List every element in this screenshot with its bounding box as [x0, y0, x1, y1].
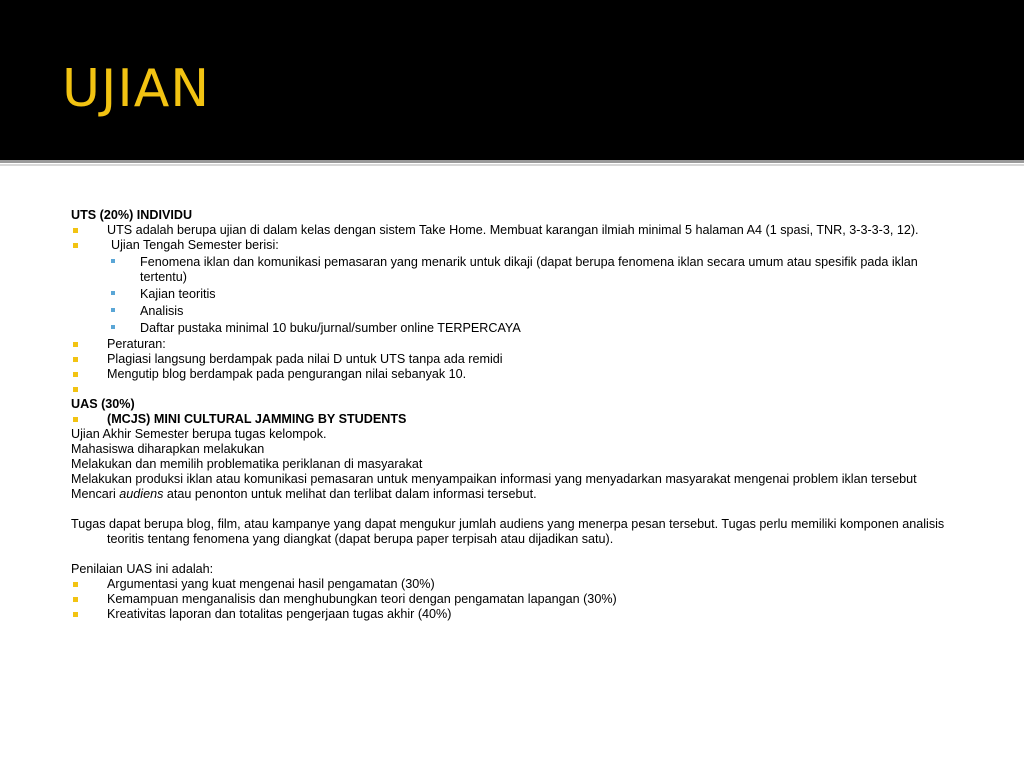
penilaian-heading: Penilaian UAS ini adalah:	[71, 562, 214, 576]
uts-subitem	[71, 321, 966, 336]
uts-subitem-text: Fenomena iklan dan komunikasi pemasaran yang menarik untuk dikaji (dapat berupa fenomena iklan secara umum atau spesifik pada iklan tertentu)	[140, 255, 918, 284]
criteria-text: Kemampuan menganalisis dan menghubungkan teori dengan pengamatan lapangan (30%)	[107, 592, 617, 606]
empty-bullet	[71, 382, 966, 397]
uts-bullet-text: Ujian Tengah Semester berisi:	[111, 238, 279, 252]
uts-rule-text: Mengutip blog berdampak pada pengurangan nilai sebanyak 10.	[107, 367, 467, 381]
uas-line: Ujian Akhir Semester berupa tugas kelompok.	[71, 427, 327, 441]
uas-mencari-line	[71, 487, 966, 502]
uas-heading: UAS (30%)	[71, 397, 135, 411]
square-bullet-icon	[73, 612, 78, 617]
uts-subitem-text: Analisis	[140, 304, 184, 318]
uas-project-title-text: (MCJS) MINI CULTURAL JAMMING BY STUDENTS	[107, 412, 407, 426]
square-bullet-icon	[73, 387, 78, 392]
uts-bullet-1	[71, 223, 966, 238]
uas-tugas-paragraph: Tugas dapat berupa blog, film, atau kampanye yang dapat mengukur jumlah audiens yang menerpa pesan tersebut. Tugas perlu memiliki komponen analisis teoritis tentang fenomena yang diangkat (dapat berupa paper terpisah atau dijadikan satu).	[71, 517, 945, 546]
square-bullet-icon	[73, 228, 78, 233]
square-bullet-icon	[73, 357, 78, 362]
uts-subitem	[71, 255, 966, 285]
criteria-item	[71, 607, 966, 622]
uas-line: Melakukan dan memilih problematika periklanan di masyarakat	[71, 457, 423, 471]
slide-body	[71, 208, 966, 622]
audiens-emphasis: audiens	[119, 487, 164, 501]
square-bullet-icon	[73, 597, 78, 602]
uts-rule-item	[71, 337, 966, 352]
square-bullet-icon	[73, 372, 78, 377]
square-bullet-icon	[73, 243, 78, 248]
uts-subitem	[71, 287, 966, 302]
criteria-text: Argumentasi yang kuat mengenai hasil pengamatan (30%)	[107, 577, 435, 591]
square-bullet-icon	[73, 417, 78, 422]
uts-subitem-text: Kajian teoritis	[140, 287, 216, 301]
uts-rule-text: Plagiasi langsung berdampak pada nilai D untuk UTS tanpa ada remidi	[107, 352, 503, 366]
mencari-rest: atau penonton untuk melihat dan terlibat dalam informasi tersebut.	[166, 487, 537, 501]
criteria-item	[71, 577, 966, 592]
criteria-item	[71, 592, 966, 607]
slide-title: UJIAN	[62, 59, 211, 119]
small-square-bullet-icon	[111, 291, 115, 295]
uts-subitem	[71, 304, 966, 319]
uas-line: Melakukan produksi iklan atau komunikasi pemasaran untuk menyampaikan informasi yang menyadarkan masyarakat mengenai problem iklan tersebut	[71, 472, 917, 486]
square-bullet-icon	[73, 342, 78, 347]
mencari-text: Mencari	[71, 487, 116, 501]
uts-rule-item	[71, 352, 966, 367]
header-divider	[0, 160, 1024, 163]
uts-rule-text: Peraturan:	[107, 337, 166, 351]
uts-subitem-text: Daftar pustaka minimal 10 buku/jurnal/sumber online TERPERCAYA	[140, 321, 521, 335]
uas-project-title	[71, 412, 966, 427]
criteria-text: Kreativitas laporan dan totalitas pengerjaan tugas akhir (40%)	[107, 607, 452, 621]
title-bar	[0, 0, 1024, 160]
uts-rule-item	[71, 367, 966, 382]
uts-bullet-2	[71, 238, 966, 253]
uts-bullet-text: UTS adalah berupa ujian di dalam kelas dengan sistem Take Home. Membuat karangan ilmiah minimal 5 halaman A4 (1 spasi, TNR, 3-3-3-3, 12).	[107, 223, 919, 237]
header-divider-light	[0, 164, 1024, 166]
uts-heading: UTS (20%) INDIVIDU	[71, 208, 193, 222]
small-square-bullet-icon	[111, 325, 115, 329]
uas-line: Mahasiswa diharapkan melakukan	[71, 442, 265, 456]
small-square-bullet-icon	[111, 308, 115, 312]
small-square-bullet-icon	[111, 259, 115, 263]
square-bullet-icon	[73, 582, 78, 587]
